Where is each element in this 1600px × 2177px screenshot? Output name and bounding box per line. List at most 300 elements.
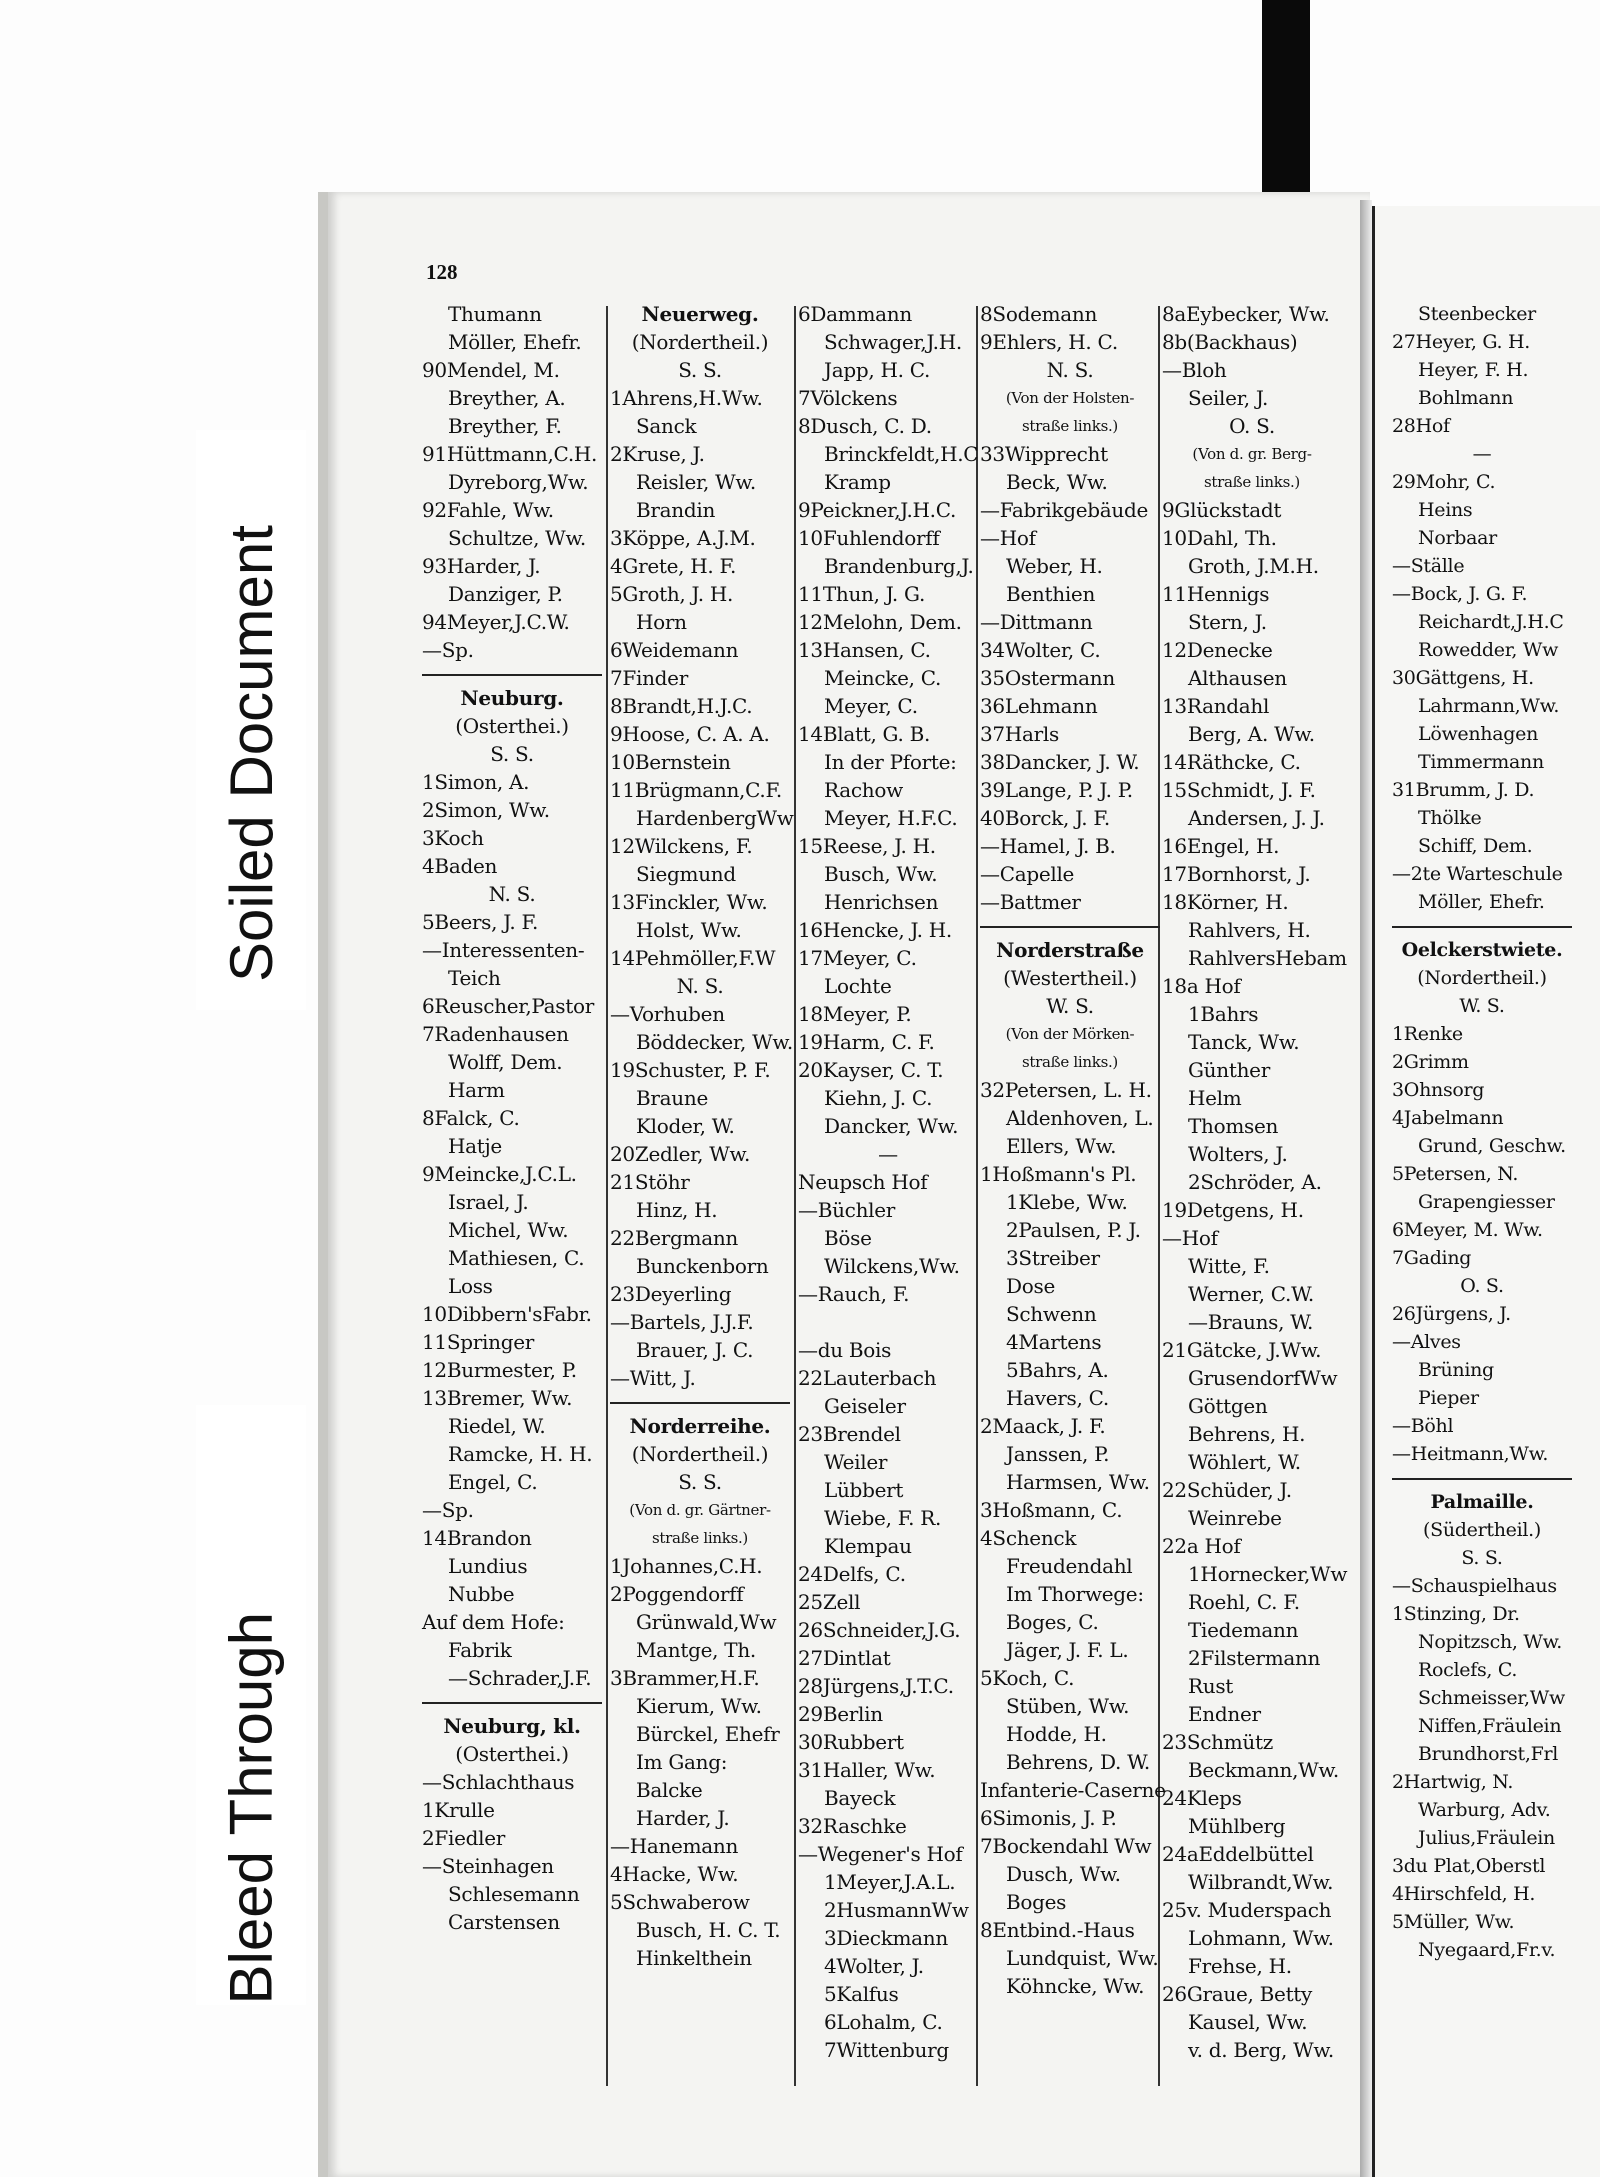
directory-entry: 6Simonis, J. P. [980,1806,1117,1830]
directory-entry: 14Pehmöller,F.W [610,946,776,970]
directory-entry: 1Hoßmann's Pl. [980,1162,1137,1186]
directory-entry: Mühlberg [1188,1814,1286,1838]
directory-entry: Kiehn, J. C. [824,1086,933,1110]
directory-entry: 1Klebe, Ww. [1006,1190,1128,1214]
directory-entry: —Brauns, W. [1188,1310,1314,1334]
directory-entry: Meyer, H.F.C. [824,806,958,830]
directory-entry: 11Springer [422,1330,534,1354]
directory-entry: —Hamel, J. B. [980,834,1116,858]
directory-entry: 7Bockendahl Ww [980,1834,1152,1858]
directory-entry: 8Dusch, C. D. [798,414,932,438]
directory-entry: Timmermann [1418,751,1544,773]
directory-entry: (Westertheil.) [1003,966,1137,990]
directory-entry: 6Dammann [798,302,912,326]
directory-entry: Brauer, J. C. [636,1338,754,1362]
directory-entry: 24Kleps [1162,1786,1242,1810]
directory-entry: O. S. [1229,414,1275,438]
directory-entry: Köhncke, Ww. [1006,1974,1145,1998]
directory-entry: 94Meyer,J.C.W. [422,610,570,634]
directory-entry: Wiebe, F. R. [824,1506,942,1530]
directory-entry: 8b(Backhaus) [1162,330,1298,354]
directory-entry: 22Schüder, J. [1162,1478,1292,1502]
column-divider [794,306,796,2086]
directory-entry: 3Ohnsorg [1392,1079,1485,1101]
directory-entry: —Schauspielhaus [1392,1575,1557,1597]
directory-entry: Siegmund [636,862,736,886]
directory-entry: 39Lange, P. J. P. [980,778,1133,802]
directory-entry: —Hof [1162,1226,1218,1250]
directory-entry: 21Stöhr [610,1170,690,1194]
directory-entry: Meincke, C. [824,666,942,690]
directory-entry: straße links.) [1022,1053,1118,1071]
directory-entry: Danziger, P. [448,582,563,606]
directory-entry: Infanterie-Caserne [980,1778,1166,1802]
directory-entry: Andersen, J. J. [1188,806,1325,830]
directory-entry: —Steinhagen [422,1854,554,1878]
directory-column-4 [980,300,1166,2000]
directory-entry: Wöhlert, W. [1188,1450,1301,1474]
directory-entry: Ellers, Ww. [1006,1134,1117,1158]
directory-entry: (Nordertheil.) [631,330,769,354]
directory-entry: Mantge, Th. [636,1638,756,1662]
directory-entry: Kloder, W. [636,1114,735,1138]
directory-entry: Benthien [1006,582,1096,606]
directory-entry: S. S. [490,742,534,766]
directory-entry: 33Wipprecht [980,442,1108,466]
directory-entry: 5Petersen, N. [1392,1163,1519,1185]
directory-entry: O. S. [1460,1275,1504,1297]
directory-entry: 7Völckens [798,386,898,410]
directory-entry: Seiler, J. [1188,386,1269,410]
directory-entry: Wolff, Dem. [448,1050,563,1074]
directory-entry: Dyreborg,Ww. [448,470,589,494]
directory-entry: —Ställe [1392,555,1465,577]
directory-entry: 2Hartwig, N. [1392,1771,1514,1793]
directory-entry: Lundius [448,1554,528,1578]
directory-entry: 29Mohr, C. [1392,471,1496,493]
directory-entry: 8Brandt,H.J.C. [610,694,753,718]
directory-entry: 1Stinzing, Dr. [1392,1603,1520,1625]
directory-entry: Beckmann,Ww. [1188,1758,1339,1782]
street-heading: Norderreihe. [629,1414,771,1438]
directory-entry: 4Martens [1006,1330,1102,1354]
directory-entry: Wilckens,Ww. [824,1254,960,1278]
directory-entry: 15Reese, J. H. [798,834,936,858]
directory-entry: —Sp. [422,638,474,662]
directory-entry: Im Gang: [636,1750,728,1774]
directory-entry: 1Johannes,C.H. [610,1554,763,1578]
directory-entry: 3Koch [422,826,484,850]
directory-entry: 12Burmester, P. [422,1358,577,1382]
directory-entry: Mathiesen, C. [448,1246,585,1270]
directory-entry: Klempau [824,1534,912,1558]
directory-entry: 37Harls [980,722,1059,746]
directory-entry: Niffen,Fräulein [1418,1715,1562,1737]
directory-entry: Jäger, J. F. L. [1006,1638,1129,1662]
directory-entry: W. S. [1046,994,1094,1018]
directory-entry: Roehl, C. F. [1188,1590,1300,1614]
directory-entry: 18Meyer, P. [798,1002,912,1026]
directory-entry: Boges, C. [1006,1610,1099,1634]
directory-entry: Havers, C. [1006,1386,1109,1410]
directory-entry: 40Borck, J. F. [980,806,1110,830]
directory-entry: 32Petersen, L. H. [980,1078,1152,1102]
directory-entry: 11Brügmann,C.F. [610,778,782,802]
directory-entry: 10Fuhlendorff [798,526,940,550]
directory-entry: 8Falck, C. [422,1106,520,1130]
directory-entry: Henrichsen [824,890,939,914]
directory-column-1 [422,300,602,1936]
directory-entry: 9Meincke,J.C.L. [422,1162,577,1186]
directory-entry: 6Meyer, M. Ww. [1392,1219,1543,1241]
directory-entry: 91Hüttmann,C.H. [422,442,598,466]
directory-entry: Möller, Ehefr. [1418,891,1545,913]
soiled-document-text: Soiled Document [218,525,285,982]
directory-entry: 90Mendel, M. [422,358,560,382]
directory-entry: 5Koch, C. [980,1666,1075,1690]
directory-entry: Rahlvers, H. [1188,918,1311,942]
directory-entry: Warburg, Adv. [1418,1799,1551,1821]
directory-entry: GrusendorfWw [1188,1366,1338,1390]
street-heading: Neuerweg. [641,302,759,326]
directory-entry: Nyegaard,Fr.v. [1418,1939,1556,1961]
directory-entry: W. S. [1459,995,1505,1017]
directory-entry: Böddecker, Ww. [636,1030,793,1054]
directory-entry: (Osterthei.) [455,714,569,738]
directory-entry: 14Blatt, G. B. [798,722,931,746]
directory-entry: Heins [1418,499,1473,521]
directory-entry: 19Detgens, H. [1162,1198,1304,1222]
directory-entry: —Alves [1392,1331,1461,1353]
directory-entry: Roclefs, C. [1418,1659,1518,1681]
directory-entry: Dusch, Ww. [1006,1862,1121,1886]
directory-entry: Hodde, H. [1006,1722,1107,1746]
directory-entry: 2Kruse, J. [610,442,705,466]
directory-entry: N. S. [488,882,536,906]
directory-entry: Braune [636,1086,708,1110]
directory-entry: Berg, A. Ww. [1188,722,1315,746]
section-rule [1392,916,1572,928]
directory-entry: 26Jürgens, J. [1392,1303,1511,1325]
directory-entry: Stüben, Ww. [1006,1694,1130,1718]
directory-entry: 22Lauterbach [798,1366,937,1390]
directory-entry: 8Sodemann [980,302,1098,326]
directory-column-5 [1162,300,1348,2064]
directory-entry: 16Engel, H. [1162,834,1280,858]
section-rule [422,1692,602,1704]
directory-entry: Günther [1188,1058,1270,1082]
directory-entry: Meyer, C. [824,694,918,718]
directory-entry: 3du Plat,Oberstl [1392,1855,1546,1877]
directory-entry: 20Kayser, C. T. [798,1058,944,1082]
directory-entry: 1Hornecker,Ww [1188,1562,1348,1586]
directory-entry: Carstensen [448,1910,560,1934]
directory-entry: Reisler, Ww. [636,470,756,494]
section-rule [422,664,602,676]
directory-entry: —Interessenten- [422,938,585,962]
directory-entry: 29Berlin [798,1702,883,1726]
directory-entry: Geiseler [824,1394,906,1418]
directory-entry: Nopitzsch, Ww. [1418,1631,1563,1653]
directory-entry: 1Renke [1392,1023,1463,1045]
directory-entry: 1Simon, A. [422,770,530,794]
street-heading: Norderstraße [996,938,1144,962]
directory-entry: Weinrebe [1188,1506,1282,1530]
directory-entry: 7Radenhausen [422,1022,569,1046]
directory-entry: S. S. [678,358,722,382]
directory-entry: —Bock, J. G. F. [1392,583,1528,605]
directory-entry: Holst, Ww. [636,918,742,942]
directory-entry: 2Poggendorff [610,1582,744,1606]
directory-entry: 14Brandon [422,1526,532,1550]
directory-entry: 32Raschke [798,1814,907,1838]
directory-entry: —Bartels, J.J.F. [610,1310,754,1334]
directory-entry: 20Zedler, Ww. [610,1142,751,1166]
directory-entry: Löwenhagen [1418,723,1539,745]
directory-entry: (Nordertheil.) [631,1442,769,1466]
directory-entry: straße links.) [652,1529,748,1547]
directory-entry: Neupsch Hof [798,1170,928,1194]
directory-entry: 2Simon, Ww. [422,798,550,822]
directory-entry: Breyther, F. [448,414,562,438]
directory-entry: 92Fahle, Ww. [422,498,554,522]
directory-entry: 3Dieckmann [824,1926,948,1950]
directory-entry: 25Zell [798,1590,861,1614]
directory-column-2 [610,300,794,1972]
directory-entry: Harmsen, Ww. [1006,1470,1150,1494]
directory-entry: Michel, Ww. [448,1218,569,1242]
directory-entry: Harm [448,1078,505,1102]
directory-entry: Japp, H. C. [824,358,931,382]
column-divider [606,306,608,2086]
directory-entry: 11Hennigs [1162,582,1270,606]
directory-entry: 6Lohalm, C. [824,2010,943,2034]
directory-entry: —2te Warteschule [1392,863,1563,885]
directory-entry: Tiedemann [1188,1618,1299,1642]
directory-entry: Boges [1006,1890,1067,1914]
directory-entry: 2Fiedler [422,1826,506,1850]
directory-entry: Grapengiesser [1418,1191,1555,1213]
directory-entry: (Von der Mörken- [1005,1025,1135,1043]
directory-entry: Sanck [636,414,697,438]
directory-entry: Teich [448,966,501,990]
directory-entry: Schmeisser,Ww [1418,1687,1565,1709]
directory-entry: 28Hof [1392,415,1450,437]
directory-entry: (Von d. gr. Gärtner- [629,1501,771,1519]
directory-entry: 6Weidemann [610,638,739,662]
directory-entry: Loss [448,1274,493,1298]
directory-entry: Schwenn [1006,1302,1097,1326]
directory-entry: Endner [1188,1702,1261,1726]
directory-entry: 5Müller, Ww. [1392,1911,1515,1933]
directory-entry: 27Dintlat [798,1646,891,1670]
directory-entry: 23Schmütz [1162,1730,1273,1754]
directory-entry: —Büchler [798,1198,896,1222]
directory-entry: 27Heyer, G. H. [1392,331,1531,353]
directory-entry: Hinz, H. [636,1198,718,1222]
directory-entry: Möller, Ehefr. [448,330,582,354]
directory-entry: Böse [824,1226,872,1250]
directory-entry: Thomsen [1188,1114,1279,1138]
directory-entry: 8aEybecker, Ww. [1162,302,1330,326]
bleed-through-label [196,1405,306,2005]
directory-entry: 11Thun, J. G. [798,582,926,606]
directory-entry: 3Köppe, A.J.M. [610,526,756,550]
directory-entry: 9Ehlers, H. C. [980,330,1118,354]
directory-entry: —Sp. [422,1498,474,1522]
soiled-document-label [196,430,306,1010]
directory-entry: Schlesemann [448,1882,580,1906]
directory-entry: 1Krulle [422,1798,495,1822]
directory-entry: Schiff, Dem. [1418,835,1533,857]
directory-entry: 7Finder [610,666,688,690]
directory-entry: 19Harm, C. F. [798,1030,935,1054]
section-rule [1392,1468,1572,1480]
directory-entry: Busch, Ww. [824,862,938,886]
directory-entry: 4Schenck [980,1526,1077,1550]
directory-entry: Horn [636,610,687,634]
directory-entry: Schultze, Ww. [448,526,586,550]
directory-entry: 4Jabelmann [1392,1107,1504,1129]
directory-entry: Riedel, W. [448,1414,546,1438]
directory-entry: Rachow [824,778,903,802]
directory-entry: Im Thorwege: [1006,1582,1144,1606]
directory-entry: Witte, F. [1188,1254,1270,1278]
directory-entry: 19Schuster, P. F. [610,1058,771,1082]
directory-entry: Stern, J. [1188,610,1267,634]
directory-entry: 18a Hof [1162,974,1241,998]
directory-entry: 13Bremer, Ww. [422,1386,573,1410]
directory-entry: Ramcke, H. H. [448,1442,593,1466]
directory-entry: 4Baden [422,854,498,878]
directory-entry: Pieper [1418,1387,1479,1409]
directory-entry: 22a Hof [1162,1534,1241,1558]
directory-entry: Wolters, J. [1188,1142,1288,1166]
directory-column-3 [798,300,978,2064]
directory-entry: 14Räthcke, C. [1162,750,1301,774]
directory-entry: 1Ahrens,H.Ww. [610,386,763,410]
directory-entry: Helm [1188,1086,1242,1110]
directory-entry: 12Denecke [1162,638,1273,662]
directory-entry: 1Meyer,J.A.L. [824,1870,956,1894]
directory-entry: 2Paulsen, P. J. [1006,1218,1141,1242]
directory-entry: 9Glückstadt [1162,498,1282,522]
directory-entry [798,1308,978,1336]
directory-entry: 1Bahrs [1188,1002,1259,1026]
street-heading: Oelckerstwiete. [1401,939,1563,961]
directory-entry: 5Beers, J. F. [422,910,539,934]
directory-entry: Tanck, Ww. [1188,1030,1300,1054]
directory-entry: Freudendahl [1006,1554,1133,1578]
directory-entry: 4Hacke, Ww. [610,1862,739,1886]
directory-column-6 [1392,300,1572,1964]
directory-entry: 3Brammer,H.F. [610,1666,760,1690]
directory-entry: Nubbe [448,1582,515,1606]
directory-entry: — [878,1142,898,1166]
directory-entry: 3Streiber [1006,1246,1100,1270]
directory-entry: Grund, Geschw. [1418,1135,1566,1157]
directory-entry: —du Bois [798,1338,892,1362]
directory-entry: Aldenhoven, L. [1006,1106,1154,1130]
street-heading: Neuburg, kl. [443,1714,581,1738]
directory-entry: 8Entbind.-Haus [980,1918,1135,1942]
directory-entry: 21Gätcke, J.Ww. [1162,1338,1322,1362]
directory-entry: —Heitmann,Ww. [1392,1443,1549,1465]
directory-entry: Bohlmann [1418,387,1514,409]
directory-entry: Janssen, P. [1006,1442,1110,1466]
directory-entry: 38Dancker, J. W. [980,750,1140,774]
directory-entry: Kierum, Ww. [636,1694,762,1718]
directory-entry: Werner, C.W. [1188,1282,1314,1306]
directory-entry: 31Haller, Ww. [798,1758,936,1782]
directory-entry: 9Hoose, C. A. A. [610,722,770,746]
directory-entry: 35Ostermann [980,666,1115,690]
directory-entry: Grünwald,Ww [636,1610,777,1634]
directory-entry: Engel, C. [448,1470,538,1494]
directory-entry: 25v. Muderspach [1162,1898,1332,1922]
directory-entry: —Battmer [980,890,1081,914]
directory-entry: —Rauch, F. [798,1282,910,1306]
directory-entry: 10Bernstein [610,750,731,774]
directory-entry: Althausen [1188,666,1287,690]
directory-entry: Auf dem Hofe: [422,1610,565,1634]
directory-entry: 7Wittenburg [824,2038,949,2062]
directory-entry: —Dittmann [980,610,1093,634]
directory-entry: 12Wilckens, F. [610,834,753,858]
directory-entry: —Schlachthaus [422,1770,575,1794]
directory-entry: (Von der Holsten- [1005,389,1135,407]
directory-entry: N. S. [1046,358,1094,382]
directory-entry: 6Reuscher,Pastor [422,994,594,1018]
directory-entry: (Von d. gr. Berg- [1192,445,1312,463]
directory-entry: Bunckenborn [636,1254,769,1278]
directory-entry: Breyther, A. [448,386,566,410]
directory-entry: 10Dahl, Th. [1162,526,1277,550]
directory-entry: 5Bahrs, A. [1006,1358,1109,1382]
directory-entry: —Capelle [980,862,1075,886]
directory-entry: —Witt, J. [610,1366,696,1390]
directory-entry: Behrens, H. [1188,1422,1306,1446]
bleed-through-text: Bleed Through [217,1611,285,2005]
directory-entry: Hatje [448,1134,502,1158]
directory-entry: Schwager,J.H. [824,330,962,354]
directory-entry: 12Melohn, Dem. [798,610,962,634]
directory-entry: 2Grimm [1392,1051,1469,1073]
directory-entry: Behrens, D. W. [1006,1750,1150,1774]
directory-entry: straße links.) [1022,417,1118,435]
directory-entry: 2Schröder, A. [1188,1170,1322,1194]
directory-entry: Weber, H. [1006,554,1103,578]
directory-entry: 5Schwaberow [610,1890,750,1914]
directory-entry: —Hanemann [610,1834,739,1858]
directory-entry: (Nordertheil.) [1417,967,1547,989]
directory-entry: 36Lehmann [980,694,1098,718]
directory-entry: 22Bergmann [610,1226,738,1250]
directory-entry: Rust [1188,1674,1234,1698]
directory-entry: Bürckel, Ehefr [636,1722,780,1746]
section-rule [980,916,1160,928]
directory-entry: Kausel, Ww. [1188,2010,1308,2034]
directory-entry: —Fabrikgebäude [980,498,1149,522]
directory-entry: Thumann [448,302,542,326]
directory-entry: 18Körner, H. [1162,890,1289,914]
page-number: 128 [426,260,458,284]
directory-entry: 2HusmannWw [824,1898,969,1922]
directory-entry: Israel, J. [448,1190,529,1214]
directory-entry: 13Finckler, Ww. [610,890,768,914]
directory-entry: Beck, Ww. [1006,470,1108,494]
directory-entry: 5Groth, J. H. [610,582,734,606]
